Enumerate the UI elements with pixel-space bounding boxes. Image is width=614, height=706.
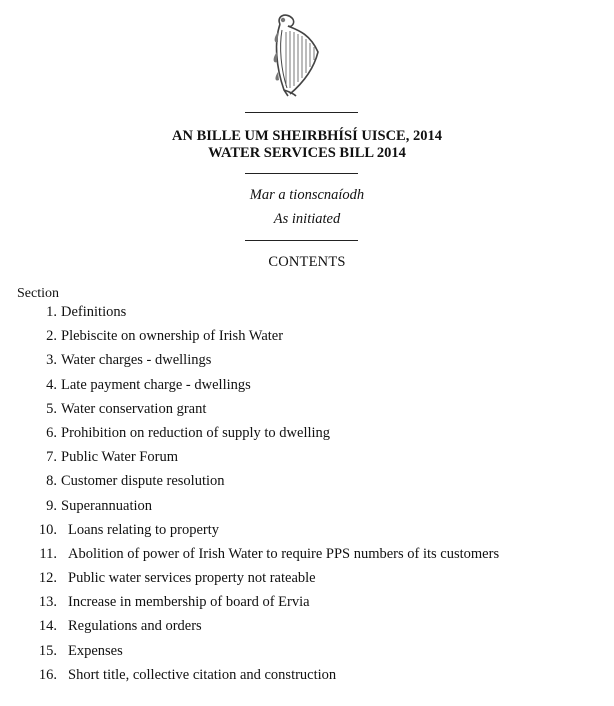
section-number: 4.: [46, 376, 57, 393]
toc-entry[interactable]: [0, 520, 614, 544]
section-title: Regulations and orders: [68, 618, 202, 635]
section-number: 9.: [46, 497, 57, 514]
toc-entry[interactable]: [0, 616, 614, 640]
table-of-contents: [0, 302, 614, 689]
section-label: Section: [17, 286, 59, 301]
toc-entry[interactable]: [0, 471, 614, 495]
section-number: 7.: [46, 449, 57, 466]
section-number: 8.: [46, 473, 57, 490]
section-number: 11.: [39, 545, 57, 562]
toc-entry[interactable]: [0, 350, 614, 374]
status-english: As initiated: [273, 211, 341, 227]
section-title: Short title, collective citation and construction: [68, 666, 337, 683]
section-title: Public water services property not rateable: [68, 570, 316, 587]
toc-entry[interactable]: [0, 544, 614, 568]
section-number: 3.: [46, 352, 57, 369]
section-number: 15.: [38, 642, 57, 659]
section-title: Water conservation grant: [61, 400, 207, 417]
divider-middle: [245, 173, 358, 174]
harp-icon: [270, 12, 322, 98]
toc-entry[interactable]: [0, 423, 614, 447]
toc-entry[interactable]: [0, 326, 614, 350]
section-number: 10.: [38, 521, 57, 538]
section-title: Increase in membership of board of Ervia: [68, 594, 310, 611]
section-number: 5.: [46, 400, 57, 417]
section-number: 1.: [46, 304, 57, 320]
toc-entry[interactable]: [0, 665, 614, 689]
section-title: Public Water Forum: [61, 449, 178, 466]
bill-title-english: WATER SERVICES BILL 2014: [208, 145, 406, 161]
section-title: Abolition of power of Irish Water to require PPS numbers of its customers: [68, 545, 500, 562]
contents-heading: CONTENTS: [268, 254, 346, 270]
section-title: Definitions: [61, 304, 127, 320]
section-title: Water charges - dwellings: [61, 352, 212, 369]
section-number: 13.: [38, 594, 57, 611]
section-title: Late payment charge - dwellings: [61, 376, 251, 393]
section-title: Prohibition on reduction of supply to dwelling: [61, 424, 331, 441]
divider-top: [245, 112, 358, 113]
toc-entry[interactable]: [0, 399, 614, 423]
section-number: 6.: [46, 424, 57, 441]
toc-entry[interactable]: [0, 641, 614, 665]
toc-entry[interactable]: [0, 375, 614, 399]
section-number: 14.: [38, 618, 57, 635]
section-title: Superannuation: [61, 497, 153, 514]
toc-entry[interactable]: [0, 496, 614, 520]
section-title: Expenses: [68, 642, 123, 659]
section-title: Loans relating to property: [68, 521, 219, 538]
bill-title-irish: AN BILLE UM SHEIRBHÍSÍ UISCE, 2014: [172, 128, 442, 144]
toc-entry[interactable]: [0, 592, 614, 616]
section-number: 2.: [46, 328, 57, 345]
toc-entry[interactable]: [0, 568, 614, 592]
section-number: 16.: [38, 666, 57, 683]
section-title: Customer dispute resolution: [61, 473, 225, 490]
toc-entry[interactable]: [0, 447, 614, 471]
status-irish: Mar a tionscnaíodh: [249, 187, 365, 203]
section-number: 12.: [38, 570, 57, 587]
section-title: Plebiscite on ownership of Irish Water: [61, 328, 284, 345]
toc-entry[interactable]: [0, 302, 614, 326]
divider-bottom: [245, 240, 358, 241]
